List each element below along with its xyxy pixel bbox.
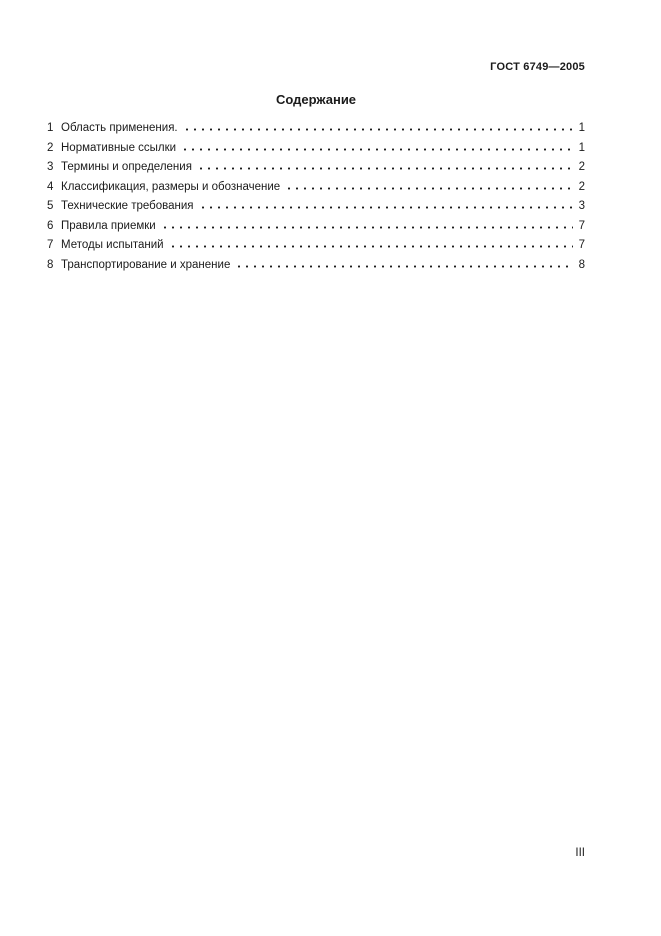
toc-entry: [47, 217, 585, 237]
toc-entry: [47, 236, 585, 256]
toc-entry-page: 2: [578, 180, 585, 193]
toc-entry-number: 1: [47, 122, 54, 134]
dot-leader: [183, 128, 573, 131]
document-number: ГОСТ 6749—2005: [490, 61, 585, 73]
dot-leader: [161, 226, 573, 229]
toc-entry-label: Термины и определения: [61, 161, 192, 173]
toc-title: Содержание: [275, 92, 357, 107]
toc-entry-label: Область применения.: [61, 122, 178, 134]
toc-entry-label: Правила приемки: [61, 219, 156, 232]
toc-list: [47, 119, 585, 275]
toc-entry-number: 7: [47, 239, 54, 251]
toc-entry-page: 7: [578, 239, 585, 251]
toc-entry: [47, 178, 585, 198]
page-number: III: [575, 847, 585, 859]
toc-entry-number: 3: [47, 161, 54, 173]
toc-entry-page: 1: [578, 141, 585, 154]
toc-entry-number: 6: [47, 219, 54, 232]
dot-leader: [169, 245, 573, 248]
toc-entry-number: 8: [47, 258, 54, 271]
toc-entry: [47, 119, 585, 139]
dot-leader: [199, 206, 573, 209]
dot-leader: [235, 265, 572, 268]
toc-entry-label: Транспортирование и хранение: [61, 258, 231, 271]
toc-entry: [47, 139, 585, 159]
toc-entry-page: 8: [578, 258, 585, 271]
toc-entry-page: 2: [578, 161, 585, 173]
toc-entry-page: 7: [578, 219, 585, 232]
dot-leader: [285, 187, 572, 190]
toc-entry-label: Нормативные ссылки: [61, 141, 177, 154]
toc-entry: [47, 158, 585, 178]
toc-entry-label: Методы испытаний: [61, 239, 164, 251]
toc-entry-number: 4: [47, 180, 54, 193]
dot-leader: [181, 148, 573, 151]
toc-entry-page: 1: [578, 122, 585, 134]
dot-leader: [197, 167, 573, 170]
toc-entry-number: 2: [47, 141, 54, 154]
toc-entry-label: Технические требования: [61, 200, 194, 212]
toc-entry: [47, 197, 585, 217]
toc-entry: [47, 256, 585, 276]
toc-entry-label: Классификация, размеры и обозначение: [61, 180, 281, 193]
toc-entry-number: 5: [47, 200, 54, 212]
toc-entry-page: 3: [578, 200, 585, 212]
